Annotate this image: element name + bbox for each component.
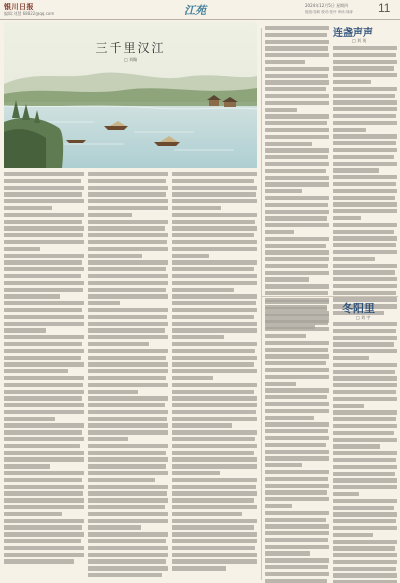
side-article-2-author: □ 刘 宇 xyxy=(356,315,371,320)
side-article-1-column-2 xyxy=(333,46,397,318)
page-number: 11 xyxy=(378,1,391,15)
issue-date: 2024年12月5日 星期四 xyxy=(305,3,349,8)
article-author: □ 刘翰 xyxy=(123,57,138,62)
article-title: 三千里汉江 xyxy=(95,41,166,55)
side-article-2-column-1 xyxy=(265,300,329,583)
section-title: 江苑 xyxy=(184,4,206,17)
side-article-1-column-1 xyxy=(265,26,329,332)
section-divider xyxy=(262,296,398,297)
editor-info: 编辑:刘慧 68822@qq.com xyxy=(4,11,55,16)
side-article-1-author: □ 刘 英 xyxy=(352,38,367,43)
main-article-column-2 xyxy=(88,172,168,580)
masthead xyxy=(0,0,400,20)
newspaper-logo: 银川日报 xyxy=(4,3,34,11)
staff-info: 组版:邹莉 校对:张丹 审读:刘涛 xyxy=(305,10,353,14)
main-article-column-1 xyxy=(4,172,84,566)
main-article-column-3 xyxy=(172,172,257,573)
hero-painting xyxy=(4,22,257,168)
side-article-2-title: 冬阳里 xyxy=(342,302,375,315)
column-divider xyxy=(261,28,262,580)
side-article-2-column-2 xyxy=(333,322,397,583)
side-article-1-title: 连盏声声 xyxy=(333,28,373,39)
